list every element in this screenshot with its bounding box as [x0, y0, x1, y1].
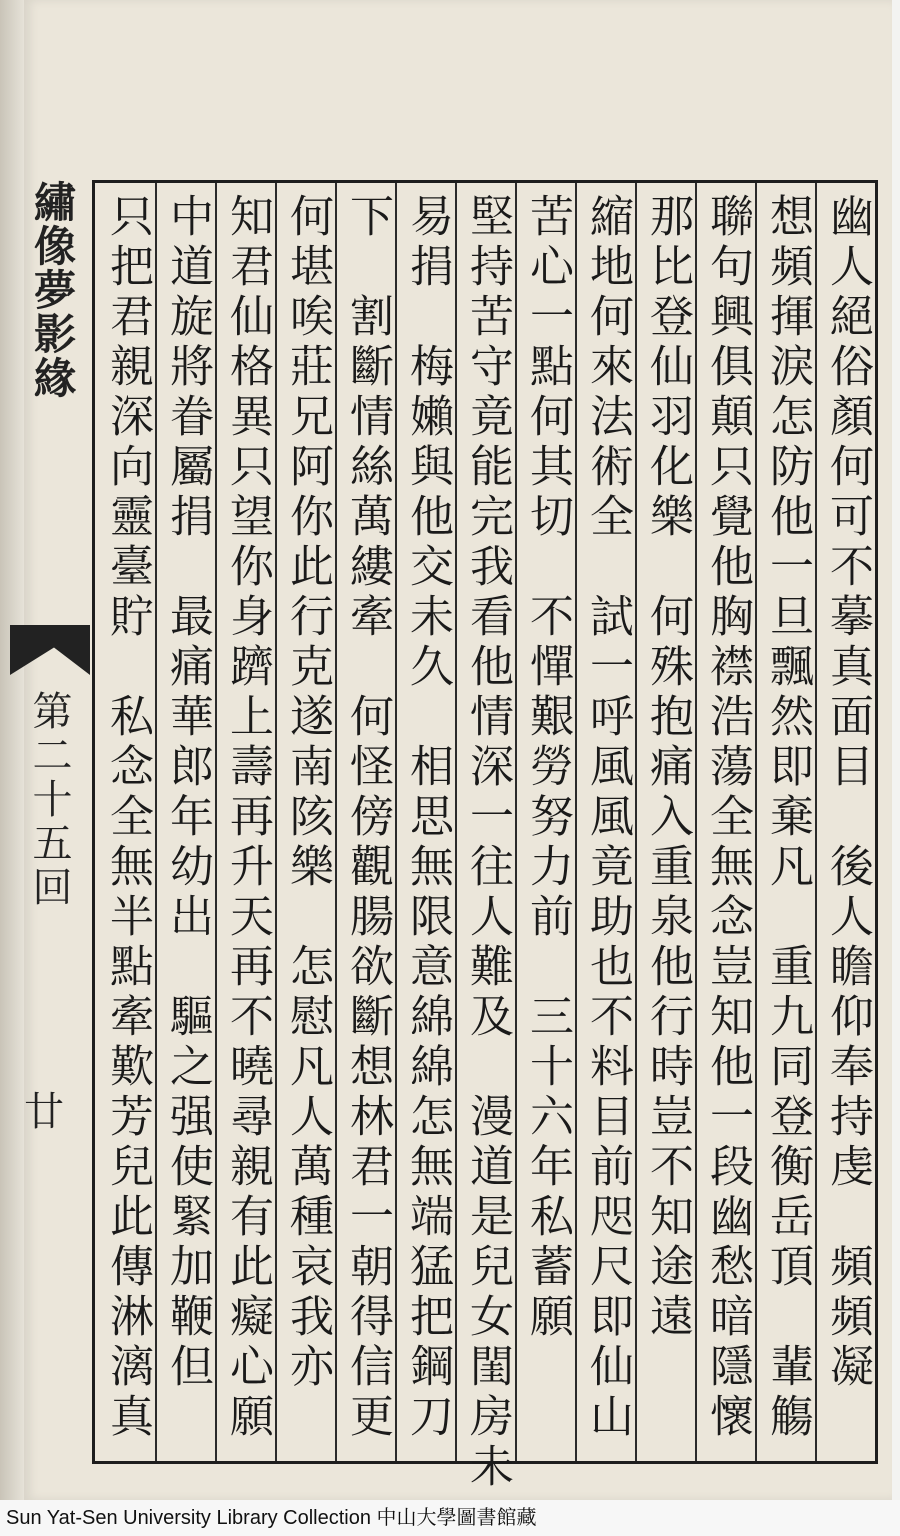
column-rule: [815, 183, 817, 1461]
text-column: 堅持苦守竟能完我看他情深一往人難及 漫道是兒女閨房未: [462, 193, 513, 1493]
text-column: 易捐 梅嬾與他交未久 相思無限意綿綿怎無端猛把鋼刀: [402, 193, 453, 1443]
text-column: 幽人絕俗顏何可不摹真面目 後人瞻仰奉持虔 頻頻凝: [822, 193, 873, 1393]
text-column: 知君仙格異只望你身躋上壽再升天再不曉尋親有此癡心願: [222, 193, 273, 1443]
column-rule: [515, 183, 517, 1461]
column-rule: [455, 183, 457, 1461]
column-rule: [575, 183, 577, 1461]
page-margin: [10, 180, 90, 1464]
column-rule: [695, 183, 697, 1461]
column-rule: [275, 183, 277, 1461]
text-column: 縮地何來法術全 試一呼風風竟助也不料目前咫尺即仙山: [582, 193, 633, 1443]
collection-credit: Sun Yat-Sen University Library Collection 中山大學圖書館藏: [0, 1500, 900, 1536]
text-frame: [92, 180, 878, 1493]
column-rule: [755, 183, 757, 1461]
text-column: 苦心一點何其切 不憚艱勞努力前 三十六年私蓄願: [522, 193, 573, 1343]
column-rule: [215, 183, 217, 1461]
page-number: 廿: [24, 1089, 64, 1135]
column-rule: [155, 183, 157, 1461]
column-rule: [635, 183, 637, 1461]
book-title: 繡像夢影緣: [28, 180, 77, 400]
text-column: 中道旋將眷屬捐 最痛華郎年幼出 驅之强使緊加鞭但: [162, 193, 213, 1393]
column-rule: [395, 183, 397, 1461]
column-rule: [335, 183, 337, 1461]
text-column: 何堪唉莊兄阿你此行克遂南陔樂 怎慰凡人萬種哀我亦: [282, 193, 333, 1393]
chapter-label: 第二十五回: [26, 690, 72, 910]
text-column: 下 割斷情絲萬縷牽 何怪傍觀腸欲斷想林君一朝得信更: [342, 193, 393, 1443]
text-column: 聯句興俱顛只覺他胸襟浩蕩全無念豈知他一段幽愁暗隱懷: [702, 193, 753, 1443]
fishtail-mark-icon: [10, 625, 90, 675]
text-column: 只把君親深向靈臺貯 私念全無半點牽歎芳兒此傳淋漓真: [102, 193, 153, 1443]
text-column: 那比登仙羽化樂 何殊抱痛入重泉他行時豈不知途遠: [642, 193, 693, 1343]
text-column: 想頻揮淚怎防他一旦飄然即棄凡 重九同登衡岳頂 輩觴: [762, 193, 813, 1443]
